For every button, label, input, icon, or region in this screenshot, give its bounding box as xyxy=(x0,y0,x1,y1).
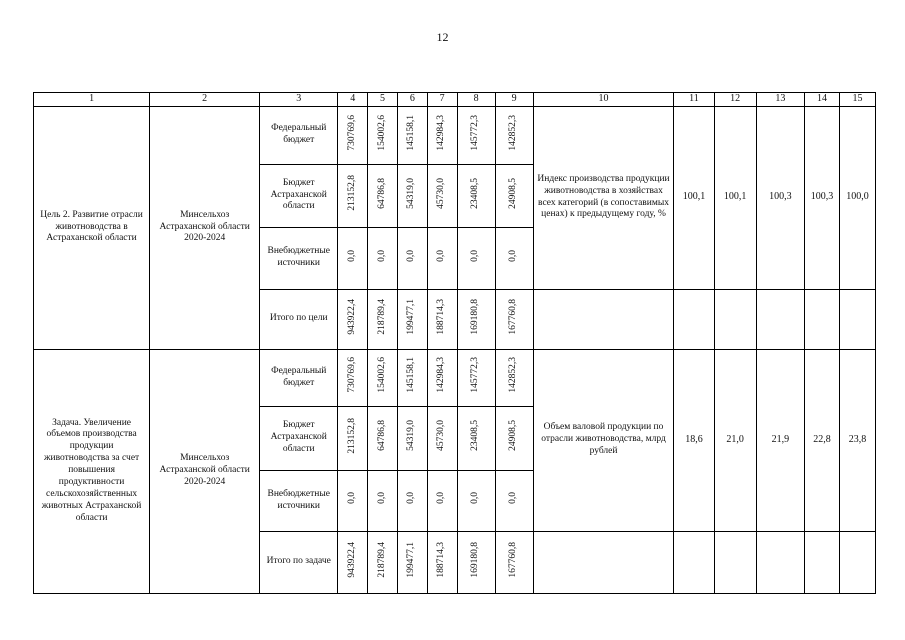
empty-target-cell xyxy=(805,531,840,593)
column-number: 1 xyxy=(34,93,150,107)
funding-amount-cell xyxy=(457,349,495,406)
funding-amount-cell xyxy=(427,289,457,349)
empty-target-cell xyxy=(756,289,804,349)
funding-amount-cell xyxy=(368,531,398,593)
funding-amount: 154002,6 xyxy=(376,114,387,151)
funding-amount-cell xyxy=(338,289,368,349)
funding-amount: 188714,3 xyxy=(436,541,447,578)
funding-source-label: Федеральный бюджет xyxy=(260,349,338,406)
funding-amount: 64786,8 xyxy=(376,420,387,451)
funding-amount: 142984,3 xyxy=(436,114,447,151)
funding-amount: 213152,8 xyxy=(346,417,357,454)
funding-amount-cell xyxy=(495,227,533,289)
funding-amount: 142852,3 xyxy=(508,114,519,151)
executor-cell: Минсельхоз Астраханской области 2020-2024 xyxy=(150,106,260,349)
funding-amount-cell xyxy=(427,349,457,406)
empty-target-cell xyxy=(756,531,804,593)
funding-amount: 45730,0 xyxy=(436,420,447,451)
target-value-cell: 22,8 xyxy=(805,349,840,531)
target-value-cell: 100,3 xyxy=(756,106,804,289)
funding-amount-cell xyxy=(397,289,427,349)
target-value-cell: 21,0 xyxy=(714,349,756,531)
funding-amount-cell xyxy=(427,227,457,289)
funding-amount-cell xyxy=(427,164,457,227)
empty-target-cell xyxy=(674,289,714,349)
funding-amount-cell xyxy=(457,289,495,349)
column-number: 14 xyxy=(805,93,840,107)
funding-amount: 154002,6 xyxy=(376,357,387,393)
funding-amount: 943922,4 xyxy=(346,541,357,578)
funding-amount: 142852,3 xyxy=(508,357,519,393)
goal-cell: Цель 2. Развитие отрасли животноводства в Астраханской области xyxy=(34,106,150,349)
funding-source-label: Внебюджетные источники xyxy=(260,470,338,531)
column-number: 3 xyxy=(260,93,338,107)
funding-amount-cell xyxy=(338,406,368,470)
funding-amount-cell xyxy=(495,106,533,164)
funding-amount-cell xyxy=(457,164,495,227)
target-value-cell: 23,8 xyxy=(839,349,875,531)
funding-amount: 0,0 xyxy=(436,249,447,262)
funding-amount: 730769,6 xyxy=(346,357,357,393)
funding-amount-cell xyxy=(397,164,427,227)
indicator-cell: Индекс производства продукции животноводства в хозяйствах всех категорий (в сопоставимых ценах) к предыдущему году, % xyxy=(533,106,674,289)
funding-source-label: Итого по цели xyxy=(260,289,338,349)
funding-amount-cell xyxy=(397,349,427,406)
funding-amount: 0,0 xyxy=(470,249,481,262)
column-number: 15 xyxy=(839,93,875,107)
funding-amount-cell xyxy=(338,106,368,164)
column-number: 6 xyxy=(397,93,427,107)
column-number: 2 xyxy=(150,93,260,107)
funding-amount-cell xyxy=(495,470,533,531)
funding-amount: 0,0 xyxy=(508,492,519,504)
funding-amount: 145158,1 xyxy=(406,357,417,393)
funding-amount-cell xyxy=(427,470,457,531)
target-value-cell: 100,1 xyxy=(714,106,756,289)
header-row xyxy=(34,93,876,107)
funding-amount: 213152,8 xyxy=(346,175,357,211)
funding-amount: 54319,0 xyxy=(406,177,417,209)
funding-amount-cell xyxy=(457,470,495,531)
funding-amount: 730769,6 xyxy=(346,114,357,151)
funding-amount: 0,0 xyxy=(376,249,387,262)
funding-amount-cell xyxy=(495,349,533,406)
indicator-cell: Объем валовой продукции по отрасли животноводства, млрд рублей xyxy=(533,349,674,531)
target-value-cell: 21,9 xyxy=(756,349,804,531)
funding-amount: 23408,5 xyxy=(470,420,481,451)
funding-amount-cell xyxy=(427,106,457,164)
funding-amount-cell xyxy=(495,289,533,349)
funding-amount: 0,0 xyxy=(346,492,357,504)
funding-amount-cell xyxy=(495,531,533,593)
executor-cell: Минсельхоз Астраханской области 2020-2024 xyxy=(150,349,260,593)
target-value-cell: 18,6 xyxy=(674,349,714,531)
funding-amount: 145158,1 xyxy=(406,114,417,151)
empty-indicator-cell xyxy=(533,531,674,593)
funding-amount-cell xyxy=(427,531,457,593)
funding-amount-cell xyxy=(495,164,533,227)
target-value-cell: 100,0 xyxy=(839,106,875,289)
funding-amount-cell xyxy=(338,227,368,289)
funding-amount: 145772,3 xyxy=(470,357,481,393)
funding-amount-cell xyxy=(495,406,533,470)
funding-amount-cell xyxy=(457,406,495,470)
empty-target-cell xyxy=(714,289,756,349)
empty-target-cell xyxy=(714,531,756,593)
funding-source-label: Бюджет Астраханской области xyxy=(260,406,338,470)
empty-target-cell xyxy=(805,289,840,349)
column-number: 5 xyxy=(368,93,398,107)
funding-amount: 0,0 xyxy=(346,249,357,262)
funding-row xyxy=(34,106,876,164)
funding-amount-cell xyxy=(368,289,398,349)
funding-row xyxy=(34,349,876,406)
funding-source-label: Внебюджетные источники xyxy=(260,227,338,289)
funding-amount-cell xyxy=(368,406,398,470)
funding-amount: 24908,5 xyxy=(508,177,519,209)
funding-amount-cell xyxy=(397,470,427,531)
funding-amount-cell xyxy=(368,106,398,164)
funding-amount-cell xyxy=(397,406,427,470)
goal-cell: Задача. Увеличение объемов производства продукции животноводства за счет повышения продуктивности сельскохозяйственных животных Астраханской области xyxy=(34,349,150,593)
funding-amount: 54319,0 xyxy=(406,420,417,451)
column-number: 4 xyxy=(338,93,368,107)
funding-amount-cell xyxy=(338,349,368,406)
funding-amount-cell xyxy=(457,531,495,593)
column-number: 12 xyxy=(714,93,756,107)
funding-amount: 45730,0 xyxy=(436,177,447,209)
funding-amount: 169180,8 xyxy=(470,541,481,578)
funding-amount: 199477,1 xyxy=(406,298,417,335)
funding-amount: 0,0 xyxy=(508,249,519,262)
funding-amount: 0,0 xyxy=(470,492,481,504)
column-number: 7 xyxy=(427,93,457,107)
empty-target-cell xyxy=(674,531,714,593)
funding-amount: 199477,1 xyxy=(406,541,417,578)
funding-amount: 218789,4 xyxy=(376,298,387,335)
empty-target-cell xyxy=(839,289,875,349)
funding-amount-cell xyxy=(397,106,427,164)
funding-amount: 64786,8 xyxy=(376,177,387,209)
funding-amount: 167760,8 xyxy=(508,298,519,335)
funding-source-label: Итого по задаче xyxy=(260,531,338,593)
column-number: 9 xyxy=(495,93,533,107)
funding-source-label: Федеральный бюджет xyxy=(260,106,338,164)
funding-amount: 218789,4 xyxy=(376,541,387,578)
funding-amount-cell xyxy=(338,531,368,593)
funding-amount-cell xyxy=(457,106,495,164)
funding-amount-cell xyxy=(397,227,427,289)
column-number: 13 xyxy=(756,93,804,107)
funding-amount-cell xyxy=(368,470,398,531)
funding-amount-cell xyxy=(397,531,427,593)
funding-amount: 24908,5 xyxy=(508,420,519,451)
funding-amount: 0,0 xyxy=(436,492,447,504)
funding-amount-cell xyxy=(368,164,398,227)
funding-amount: 145772,3 xyxy=(470,114,481,151)
page-number: 12 xyxy=(436,30,449,44)
funding-amount-cell xyxy=(457,227,495,289)
funding-amount: 167760,8 xyxy=(508,541,519,578)
funding-amount: 188714,3 xyxy=(436,298,447,335)
funding-amount: 0,0 xyxy=(406,249,417,262)
funding-source-label: Бюджет Астраханской области xyxy=(260,164,338,227)
funding-amount-cell xyxy=(338,164,368,227)
empty-target-cell xyxy=(839,531,875,593)
program-table xyxy=(33,92,876,594)
funding-amount: 943922,4 xyxy=(346,298,357,335)
funding-amount-cell xyxy=(338,470,368,531)
funding-amount: 0,0 xyxy=(376,492,387,504)
funding-amount-cell xyxy=(368,227,398,289)
funding-amount-cell xyxy=(427,406,457,470)
column-number: 8 xyxy=(457,93,495,107)
funding-amount: 169180,8 xyxy=(470,298,481,335)
funding-amount-cell xyxy=(368,349,398,406)
funding-amount: 23408,5 xyxy=(470,177,481,209)
column-number: 10 xyxy=(533,93,674,107)
funding-amount: 0,0 xyxy=(406,492,417,504)
column-number: 11 xyxy=(674,93,714,107)
empty-indicator-cell xyxy=(533,289,674,349)
funding-amount: 142984,3 xyxy=(436,357,447,393)
target-value-cell: 100,3 xyxy=(805,106,840,289)
target-value-cell: 100,1 xyxy=(674,106,714,289)
